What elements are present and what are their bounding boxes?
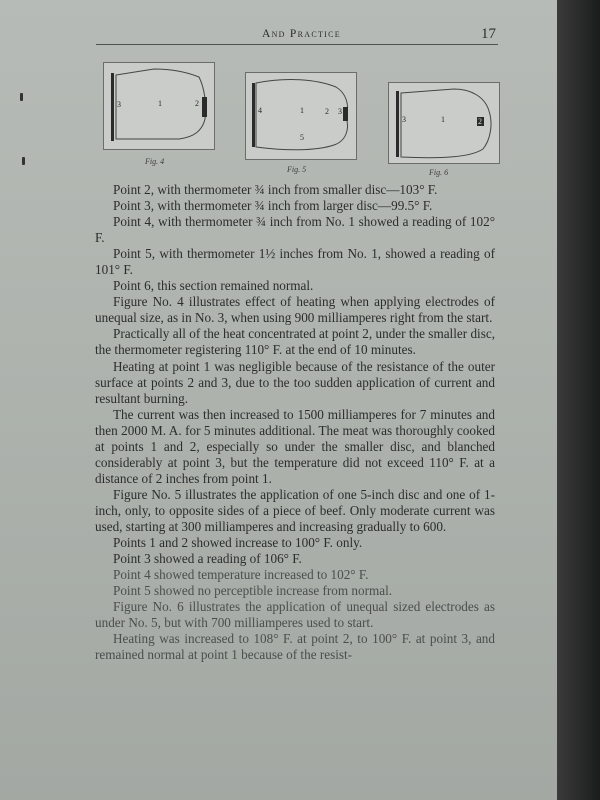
figure-6-frame (388, 82, 500, 164)
page-number: 17 (481, 26, 496, 42)
paragraph: Figure No. 4 illustrates effect of heating when applying electrodes of unequal size, as in No. 3, when using 900 milliamperes right from the start. (95, 294, 495, 326)
paragraph: Heating was increased to 108° F. at point 2, to 100° F. at point 3, and remained normal at point 1 because of the resist- (95, 631, 495, 663)
book-spine-shadow (557, 0, 600, 800)
figure-caption: Fig. 5 (287, 165, 307, 174)
paragraph: Point 5 showed no perceptible increase from normal. (113, 583, 393, 599)
paragraph: Point 4 showed temperature increased to 102° F. (113, 567, 369, 583)
paragraph: The current was then increased to 1500 milliamperes for 7 minutes and then 2000 M. A. for 5 minutes additional. The meat was thoroughly cooked at points 1 and 2, especially so under the smaller disc, and blanched considerably at point 3, but the temperature did not exceed 110° F. at a distance of 2 inches from point 1. (95, 406, 495, 486)
figure-5 (245, 72, 357, 182)
paragraph: Point 2, with thermometer ¾ inch from smaller disc—103° F. (113, 182, 438, 197)
point-label: 2 (325, 107, 329, 116)
point-label: 1 (300, 106, 304, 115)
binding-mark (20, 93, 23, 101)
point-label: 2 (478, 117, 482, 126)
small-electrode (343, 107, 348, 121)
point-label: 2 (195, 99, 199, 108)
point-label: 3 (117, 100, 121, 109)
point-label: 3 (402, 115, 406, 124)
figure-5-diagram (246, 73, 356, 159)
point-label: 1 (441, 115, 445, 124)
figure-5-frame (245, 72, 357, 160)
point-label: 5 (300, 133, 304, 142)
running-title: And Practice (262, 28, 341, 40)
paragraph: Figure No. 6 illustrates the application of unequal sized electrodes as under No. 5, but with 700 milliamperes used to start. (95, 599, 495, 631)
paragraph: Point 4, with thermometer ¾ inch from No. 1 showed a reading of 102° F. (95, 214, 495, 246)
paragraph: Points 1 and 2 showed increase to 100° F. only. (113, 535, 363, 551)
figure-caption: Fig. 4 (145, 157, 165, 166)
figure-4 (103, 62, 215, 172)
body-text (95, 182, 495, 663)
point-label: 4 (258, 106, 262, 115)
small-electrode (202, 97, 207, 117)
figure-4-frame (103, 62, 215, 150)
header-rule (96, 44, 498, 45)
paragraph: Practically all of the heat concentrated at point 2, under the smaller disc, the thermometer registering 110° F. at the end of 10 minutes. (95, 326, 495, 358)
paragraph: Point 3 showed a reading of 106° F. (113, 551, 302, 567)
paragraph: Point 3, with thermometer ¾ inch from larger disc—99.5° F. (113, 198, 433, 214)
paragraph: Point 5, with thermometer 1½ inches from No. 1, showed a reading of 101° F. (95, 246, 495, 278)
paragraph: Figure No. 5 illustrates the application of one 5-inch disc and one of 1-inch, only, to opposite sides of a piece of beef. Only moderate current was used, starting at 300 milliamperes and increasing gradually to 600. (95, 486, 495, 534)
paragraph: Point 6, this section remained normal. (113, 278, 314, 294)
figure-6 (388, 82, 500, 192)
large-electrode (111, 73, 114, 141)
point-label: 3 (338, 107, 342, 116)
paragraph: Heating at point 1 was negligible because of the resistance of the outer surface at points 2 and 3, due to the too sudden application of current and resultant burning. (95, 358, 495, 406)
page-header (0, 28, 560, 48)
figure-caption: Fig. 6 (429, 168, 449, 177)
large-electrode (396, 91, 399, 157)
point-label: 1 (158, 99, 162, 108)
large-electrode (252, 83, 255, 147)
binding-mark (22, 157, 25, 165)
